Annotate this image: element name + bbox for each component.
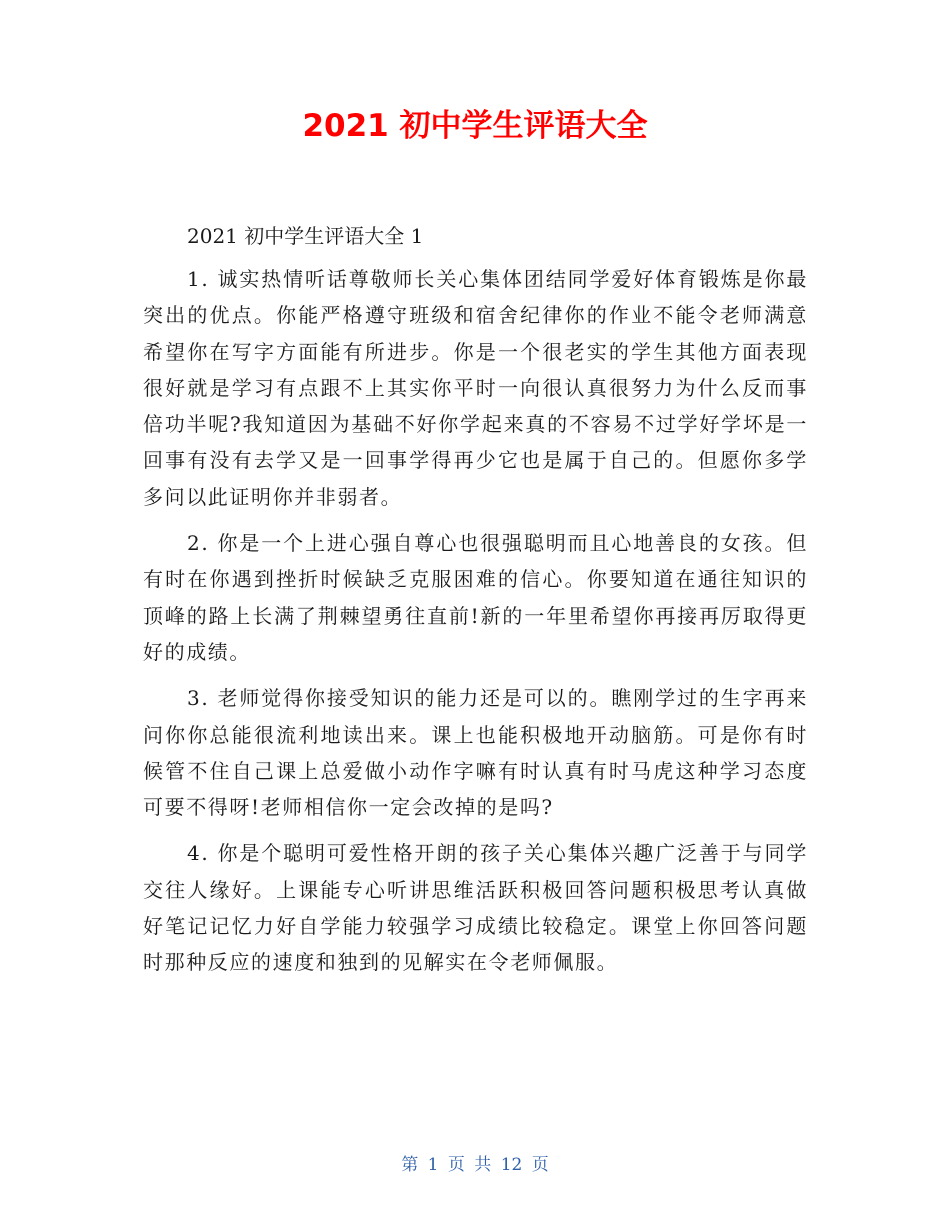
section-heading: 2021 初中学生评语大全 1 [187,224,424,248]
comment-paragraph-2: 2. 你是一个上进心强自尊心也很强聪明而且心地善良的女孩。但有时在你遇到挫折时候缺乏克服困难的信心。你要知道在通往知识的顶峰的路上长满了荆棘望勇往直前!新的一年里希望你再接再厉取得更好的成绩。 [143,531,808,664]
comment-paragraph-3: 3. 老师觉得你接受知识的能力还是可以的。瞧刚学过的生字再来问你你总能很流利地读出来。课上也能积极地开动脑筋。可是你有时候管不住自己课上总爱做小动作字嘛有时认真有时马虎这种学习态度可要不得呀!老师相信你一定会改掉的是吗? [143,686,808,820]
comment-paragraph-4: 4. 你是个聪明可爱性格开朗的孩子关心集体兴趣广泛善于与同学交往人缘好。上课能专心听讲思维活跃积极回答问题积极思考认真做好笔记记忆力好自学能力较强学习成绩比较稳定。课堂上你回答问题时那种反应的速度和独到的见解实在令老师佩服。 [143,841,808,975]
comment-paragraph-1: 1. 诚实热情听话尊敬师长关心集体团结同学爱好体育锻炼是你最突出的优点。你能严格遵守班级和宿舍纪律你的作业不能令老师满意希望你在写字方面能有所进步。你是一个很老实的学生其他方面表现很好就是学习有点跟不上其实你平时一向很认真很努力为什么反而事倍功半呢?我知道因为基础不好你学起来真的不容易不过学好学坏是一回事有没有去学又是一回事学得再少它也是属于自己的。但愿你多学多问以此证明你并非弱者。 [143,267,808,509]
document-body [143,261,808,991]
document-title: 2021 初中学生评语大全 [302,108,648,144]
page-number-footer: 第 1 页 共 12 页 [401,1155,549,1175]
